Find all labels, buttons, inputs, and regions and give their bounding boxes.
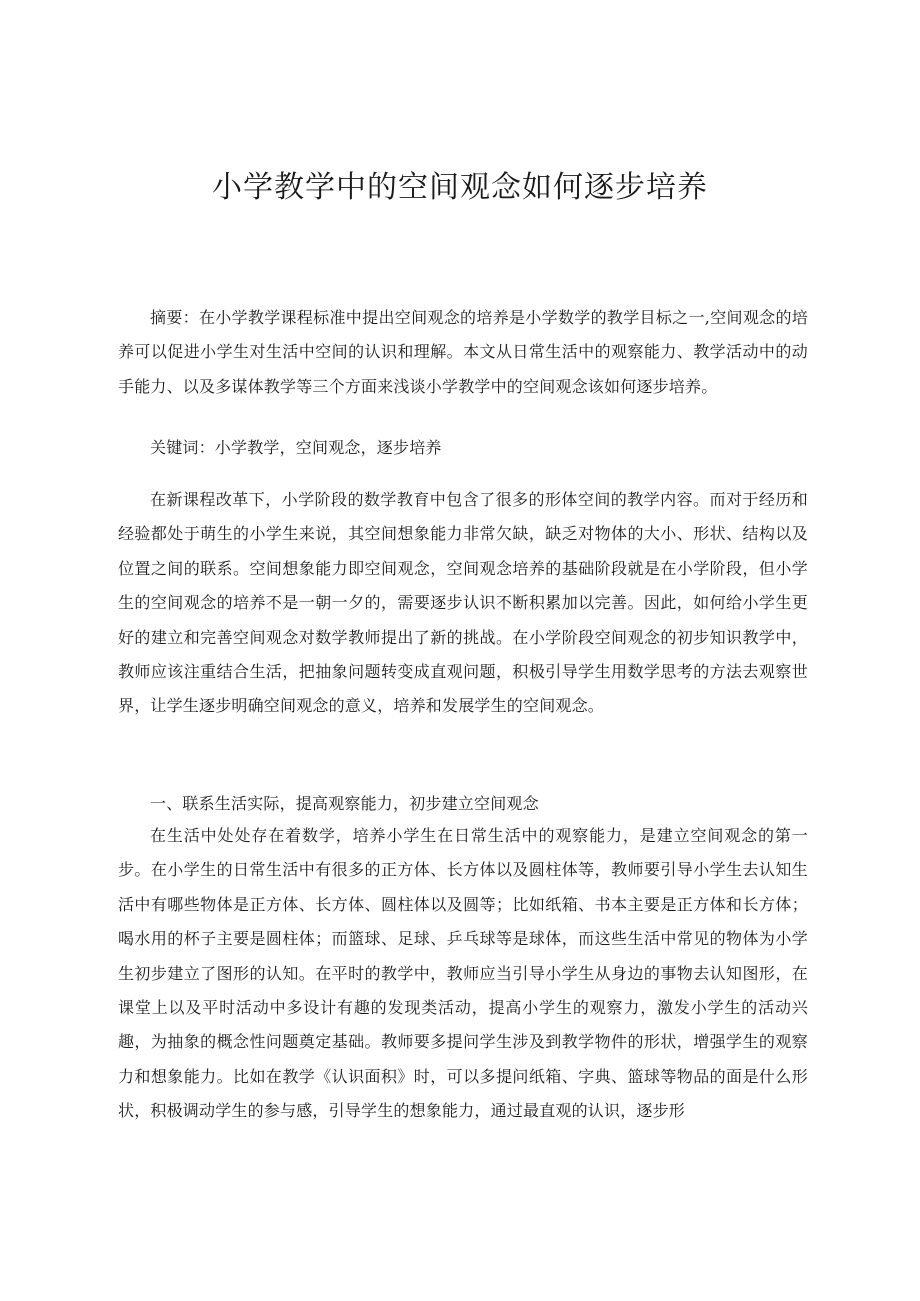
document-title: 小学教学中的空间观念如何逐步培养 (212, 170, 708, 205)
section-body-paragraph: 在生活中处处存在着数学，培养小学生在日常生活中的观察能力，是建立空间观念的第一步。在小学生的日常生活中有很多的正方体、长方体以及圆柱体等，教师要引导小学生去认知生活中有哪些物体是正方体、长方体、圆柱体以及圆等；比如纸箱、书本主要是正方体和长方体；喝水用的杯子主要是圆柱体；而篮球、足球、乒乓球等是球体，而这些生活中常见的物体为小学生初步建立了图形的认知。在平时的教学中，教师应当引导小学生从身边的事物去认知图形，在课堂上以及平时活动中多设计有趣的发现类活动，提高小学生的观察力，激发小学生的活动兴趣，为抽象的概念性问题奠定基础。教师要多提问学生涉及到教学物件的形状，增强学生的观察力和想象能力。比如在教学《认识面积》时，可以多提问纸箱、字典、篮球等物品的面是什么形状，积极调动学生的参与感，引导学生的想象能力，通过最直观的认识，逐步形 (118, 826, 808, 1121)
keywords-line: 关键词：小学教学，空间观念，逐步培养 (150, 438, 442, 457)
section-heading: 一、联系生活实际，提高观察能力，初步建立空间观念 (150, 794, 539, 813)
abstract-paragraph: 摘要：在小学教学课程标准中提出空间观念的培养是小学数学的教学目标之一,空间观念的培养可以促进小学生对生活中空间的认识和理解。本文从日常生活中的观察能力、教学活动中的动手能力、以及多谋体教学等三个方面来浅谈小学教学中的空间观念该如何逐步培养。 (118, 308, 808, 396)
intro-paragraph: 在新课程改革下，小学阶段的数学教育中包含了很多的形体空间的教学内容。而对于经历和经验都处于萌生的小学生来说，其空间想象能力非常欠缺，缺乏对物体的大小、形状、结构以及位置之间的联系。空间想象能力即空间观念，空间观念培养的基础阶段就是在小学阶段，但小学生的空间观念的培养不是一朝一夕的，需要逐步认识不断积累加以完善。因此，如何给小学生更好的建立和完善空间观念对数学教师提出了新的挑战。在小学阶段空间观念的初步知识教学中，教师应该注重结合生活，把抽象问题转变成直观问题，积极引导学生用数学思考的方法去观察世界，让学生逐步明确空间观念的意义，培养和发展学生的空间观念。 (118, 490, 808, 716)
